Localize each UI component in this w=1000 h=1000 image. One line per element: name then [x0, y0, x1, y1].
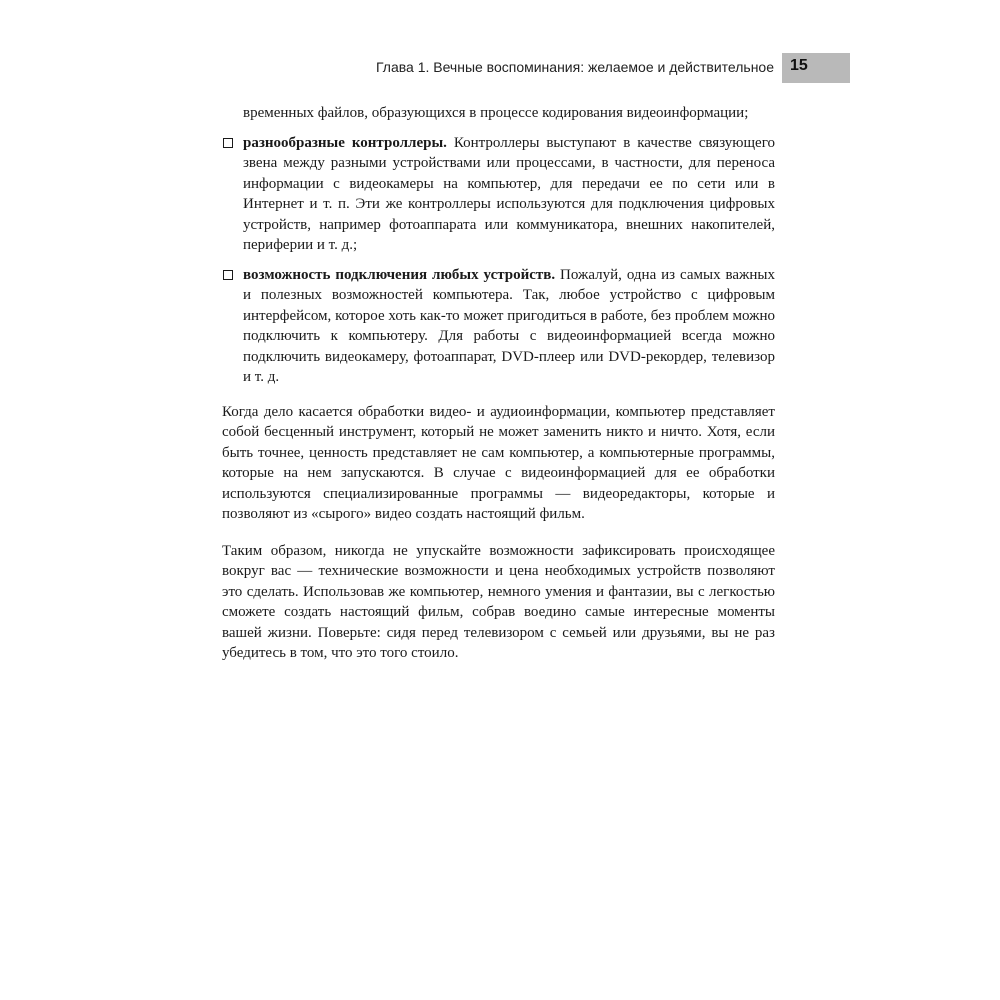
running-head	[0, 53, 850, 83]
body-paragraph: Когда дело касается обработки видео- и аудиоинформации, компьютер представляет собой бесценный инструмент, который не может заменить никто и ничто. Хотя, если быть точнее, ценность представляет не сам компьютер, а компьютерные программы, которые на нем запускаются. В случае с видеоинформацией для ее обработки используются специализированные программы — видеоредакторы, которые и позволяют из «сырого» видео создать настоящий фильм.	[222, 403, 775, 522]
page-body	[222, 103, 775, 664]
list-continuation: временных файлов, образующихся в процессе кодирования видеоинформации;	[243, 105, 749, 121]
checkbox-bullet-icon	[223, 138, 233, 148]
list-item	[222, 265, 775, 388]
list-item-text: Контроллеры выступают в качестве связующего звена между разными устройствами или процессами, в частности, для переноса информации с видеокамеры на компьютер, для передачи ее по сети или в Интернет и т. п. Эти же контроллеры используются для подключения цифровых устройств, например фотоаппарата или коммуникатора, внешних накопителей, периферии и т. д.;	[243, 134, 775, 253]
checkbox-bullet-icon	[223, 270, 233, 280]
list-item	[222, 133, 775, 256]
list-item-term: разнообразные контроллеры.	[243, 134, 447, 151]
list-item-term: возможность подключения любых устройств.	[243, 266, 556, 283]
page-number: 15	[790, 57, 808, 74]
body-paragraph: Таким образом, никогда не упускайте возможности зафиксировать происходящее вокруг вас — технические возможности и цена необходимых устройств позволяют это сделать. Использовав же компьютер, немного умения и фантазии, вы с легкостью сможете создать настоящий фильм, собрав воедино самые интересные моменты вашей жизни. Поверьте: сидя перед телевизором с семьей или друзьями, вы не раз убедитесь в том, что это того стоило.	[222, 542, 775, 661]
page-number-box	[782, 53, 850, 83]
list-item-text: Пожалуй, одна из самых важных и полезных возможностей компьютера. Так, любое устройство с цифровым интерфейсом, которое хоть как-то может пригодиться в работе, без проблем можно подключить к компьютеру. Для работы с видеоинформацией всегда можно подключить видеокамеру, фотоаппарат, DVD-плеер или DVD-рекордер, телевизор и т. д.	[243, 266, 775, 385]
chapter-title: Глава 1. Вечные воспоминания: желаемое и действительное	[375, 59, 774, 75]
